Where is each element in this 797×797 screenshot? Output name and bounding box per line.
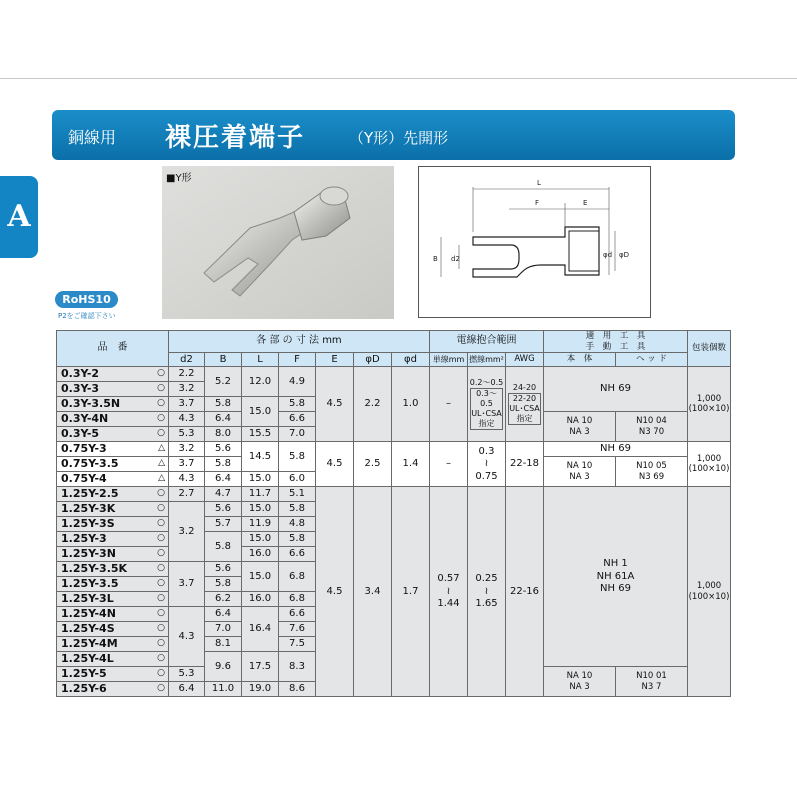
- part-number: 1.25Y-3.5 ○: [57, 577, 169, 592]
- cell-f: 6.8: [279, 562, 316, 592]
- section-tab[interactable]: A: [0, 176, 38, 258]
- part-number: 1.25Y-6 ○: [57, 682, 169, 697]
- cell-b: 6.4: [205, 412, 242, 427]
- header-b: B: [205, 353, 242, 367]
- cell-b: 6.4: [205, 607, 242, 622]
- mark-icon: ○: [157, 518, 165, 529]
- part-number: 0.3Y-4N ○: [57, 412, 169, 427]
- part-number: 0.75Y-4 △: [57, 472, 169, 487]
- mark-icon: ○: [157, 548, 165, 559]
- header-head: ヘ ッ ド: [616, 353, 688, 367]
- part-number: 1.25Y-4M ○: [57, 637, 169, 652]
- header-dims: 各 部 の 寸 法 mm: [169, 331, 430, 353]
- spec-table: [56, 330, 731, 697]
- dim-label-f: F: [535, 199, 540, 207]
- cell-e: 4.5: [316, 442, 354, 487]
- cell-tool-body: NA 10 NA 3: [544, 457, 616, 487]
- cell-tool-main: NH 69: [544, 367, 688, 412]
- cell-l: 16.0: [242, 592, 279, 607]
- mark-icon: ○: [157, 383, 165, 394]
- part-number: 0.75Y-3 △: [57, 442, 169, 457]
- header-wire: 電線抱合範囲: [430, 331, 544, 353]
- cell-d2: 2.2: [169, 367, 205, 382]
- cell-b: 6.2: [205, 592, 242, 607]
- cell-d2: 4.3: [169, 607, 205, 667]
- header-l: L: [242, 353, 279, 367]
- part-number: 1.25Y-3 ○: [57, 532, 169, 547]
- part-number: 0.3Y-3 ○: [57, 382, 169, 397]
- header-f: F: [279, 353, 316, 367]
- cell-phi-D: 3.4: [354, 487, 392, 697]
- cell-awg: 22-18: [506, 442, 544, 487]
- cell-pack: 1,000 (100×10): [688, 487, 731, 697]
- cell-l: 12.0: [242, 367, 279, 397]
- mark-icon: ○: [157, 503, 165, 514]
- cell-f: 6.0: [279, 472, 316, 487]
- mark-icon: ○: [157, 563, 165, 574]
- cell-f: 6.6: [279, 412, 316, 427]
- cell-d2: 4.3: [169, 472, 205, 487]
- part-number: 1.25Y-4L ○: [57, 652, 169, 667]
- cell-f: 5.8: [279, 532, 316, 547]
- cell-d2: 2.7: [169, 487, 205, 502]
- cell-tool-body: NA 10 NA 3: [544, 667, 616, 697]
- dim-label-phid: φd: [603, 251, 613, 259]
- cell-single: –: [430, 367, 468, 442]
- cell-b: 5.2: [205, 367, 242, 397]
- part-number: 1.25Y-3L ○: [57, 592, 169, 607]
- cell-f: 5.1: [279, 487, 316, 502]
- cell-l: 16.0: [242, 547, 279, 562]
- mark-icon: ○: [157, 683, 165, 694]
- mark-icon: ○: [157, 623, 165, 634]
- mark-icon: ○: [157, 533, 165, 544]
- cell-l: 17.5: [242, 652, 279, 682]
- banner-title: 裸圧着端子: [165, 123, 306, 153]
- mark-icon: △: [158, 443, 165, 454]
- cell-b: 6.4: [205, 472, 242, 487]
- mark-icon: ○: [157, 428, 165, 439]
- cell-l: 11.9: [242, 517, 279, 532]
- part-number: 1.25Y-3K ○: [57, 502, 169, 517]
- header-hinban: 品 番: [57, 331, 169, 367]
- rohs-badge: RoHS10: [55, 291, 118, 308]
- mark-icon: ○: [157, 368, 165, 379]
- part-number: 1.25Y-2.5 ○: [57, 487, 169, 502]
- cell-phi-D: 2.5: [354, 442, 392, 487]
- cell-b: 5.8: [205, 457, 242, 472]
- header-strand: 撚線mm²: [468, 353, 506, 367]
- header-tool-label: 適 用 工 具: [585, 331, 646, 341]
- cell-l: 19.0: [242, 682, 279, 697]
- cell-b: 11.0: [205, 682, 242, 697]
- cell-l: 15.5: [242, 427, 279, 442]
- cell-b: 5.6: [205, 502, 242, 517]
- cell-d2: 6.4: [169, 682, 205, 697]
- mark-icon: △: [158, 458, 165, 469]
- dim-label-d2: d2: [451, 255, 460, 263]
- cell-l: 15.0: [242, 562, 279, 592]
- cell-f: 4.9: [279, 367, 316, 397]
- part-number: 0.75Y-3.5 △: [57, 457, 169, 472]
- cell-phi-D: 2.2: [354, 367, 392, 442]
- cell-f: 4.8: [279, 517, 316, 532]
- cell-l: 15.0: [242, 532, 279, 547]
- mark-icon: △: [158, 473, 165, 484]
- cell-d2: 3.7: [169, 397, 205, 412]
- cell-d2: 3.7: [169, 457, 205, 472]
- part-number: 1.25Y-3N ○: [57, 547, 169, 562]
- mark-icon: ○: [157, 638, 165, 649]
- cell-l: 16.4: [242, 607, 279, 652]
- header-awg: AWG: [506, 353, 544, 367]
- part-number: 0.3Y-2 ○: [57, 367, 169, 382]
- dimension-drawing: [418, 166, 651, 318]
- cell-strand: 0.2〜0.5 0.3〜0.5 UL･CSA 指定: [468, 367, 506, 442]
- title-banner: [52, 110, 735, 160]
- cell-d2: 3.2: [169, 382, 205, 397]
- cell-tool-main: NH 1 NH 61A NH 69: [544, 487, 688, 667]
- banner-type: （Y形）先開形: [349, 129, 449, 147]
- cell-f: 7.0: [279, 427, 316, 442]
- cell-d2: 5.3: [169, 427, 205, 442]
- cell-awg: 24-20 22-20 UL･CSA 指定: [506, 367, 544, 442]
- header-tool: [544, 331, 688, 353]
- cell-f: 5.8: [279, 397, 316, 412]
- mark-icon: ○: [157, 608, 165, 619]
- part-number: 1.25Y-3.5K ○: [57, 562, 169, 577]
- mark-icon: ○: [157, 488, 165, 499]
- cell-tool-main: NH 69: [544, 442, 688, 457]
- rohs-note: P2をご確認下さい: [58, 312, 116, 320]
- header-phi-D: φD: [354, 353, 392, 367]
- cell-l: 15.0: [242, 502, 279, 517]
- cell-single: –: [430, 442, 468, 487]
- cell-b: 9.6: [205, 652, 242, 682]
- cell-b: 8.1: [205, 637, 242, 652]
- mark-icon: ○: [157, 653, 165, 664]
- mark-icon: ○: [157, 593, 165, 604]
- cell-b: 5.6: [205, 442, 242, 457]
- header-pack: 包装個数: [688, 331, 731, 367]
- mark-icon: ○: [157, 668, 165, 679]
- part-number: 0.3Y-3.5N ○: [57, 397, 169, 412]
- dim-label-e: E: [583, 199, 588, 207]
- header-phi-d: φd: [392, 353, 430, 367]
- cell-f: 7.6: [279, 622, 316, 637]
- cell-tool-head: N10 01 N3 7: [616, 667, 688, 697]
- cell-b: 4.7: [205, 487, 242, 502]
- cell-d2: 5.3: [169, 667, 205, 682]
- cell-f: 8.3: [279, 652, 316, 682]
- part-number: 1.25Y-4N ○: [57, 607, 169, 622]
- cell-e: 4.5: [316, 367, 354, 442]
- cell-d2: 3.2: [169, 442, 205, 457]
- header-body: 本 体: [544, 353, 616, 367]
- cell-d2: 4.3: [169, 412, 205, 427]
- cell-pack: 1,000 (100×10): [688, 367, 731, 442]
- part-number: 0.3Y-5 ○: [57, 427, 169, 442]
- cell-l: 15.0: [242, 472, 279, 487]
- cell-strand: 0.25 ≀ 1.65: [468, 487, 506, 697]
- cell-b: 7.0: [205, 622, 242, 637]
- part-number: 1.25Y-3S ○: [57, 517, 169, 532]
- cell-b: 5.6: [205, 562, 242, 577]
- cell-f: 8.6: [279, 682, 316, 697]
- cell-tool-head: N10 04 N3 70: [616, 412, 688, 442]
- mark-icon: ○: [157, 398, 165, 409]
- cell-awg: 22-16: [506, 487, 544, 697]
- cell-l: 15.0: [242, 397, 279, 427]
- cell-f: 6.6: [279, 607, 316, 622]
- part-number: 1.25Y-4S ○: [57, 622, 169, 637]
- cell-tool-body: NA 10 NA 3: [544, 412, 616, 442]
- cell-phi-d: 1.0: [392, 367, 430, 442]
- dim-label-phiD: φD: [619, 251, 630, 259]
- photo-label: ■Y形: [166, 173, 192, 184]
- cell-phi-d: 1.7: [392, 487, 430, 697]
- cell-f: 5.8: [279, 442, 316, 472]
- cell-single: 0.57 ≀ 1.44: [430, 487, 468, 697]
- header-e: E: [316, 353, 354, 367]
- header-d2: d2: [169, 353, 205, 367]
- cell-b: 5.8: [205, 577, 242, 592]
- cell-l: 11.7: [242, 487, 279, 502]
- cell-d2: 3.7: [169, 562, 205, 607]
- mark-icon: ○: [157, 578, 165, 589]
- cell-phi-d: 1.4: [392, 442, 430, 487]
- mark-icon: ○: [157, 413, 165, 424]
- cell-f: 6.8: [279, 592, 316, 607]
- banner-subtitle: 銅線用: [68, 128, 117, 147]
- cell-b: 5.7: [205, 517, 242, 532]
- cell-f: 6.6: [279, 547, 316, 562]
- cell-b: 5.8: [205, 397, 242, 412]
- cell-strand: 0.3 ≀ 0.75: [468, 442, 506, 487]
- cell-f: 7.5: [279, 637, 316, 652]
- header-tool-manual: 手 動 工 具: [585, 341, 646, 352]
- cell-e: 4.5: [316, 487, 354, 697]
- header-single: 単線mm: [430, 353, 468, 367]
- cell-b: 5.8: [205, 532, 242, 562]
- product-photo: [162, 166, 394, 319]
- dim-label-b: B: [433, 255, 438, 263]
- cell-b: 8.0: [205, 427, 242, 442]
- cell-tool-head: N10 05 N3 69: [616, 457, 688, 487]
- cell-d2: 3.2: [169, 502, 205, 562]
- cell-f: 5.8: [279, 502, 316, 517]
- drawing-svg: [419, 167, 650, 317]
- terminal-photo-illustration: [162, 166, 394, 319]
- top-rule: [0, 78, 797, 79]
- cell-l: 14.5: [242, 442, 279, 472]
- part-number: 1.25Y-5 ○: [57, 667, 169, 682]
- dim-label-l: L: [537, 179, 541, 187]
- cell-pack: 1,000 (100×10): [688, 442, 731, 487]
